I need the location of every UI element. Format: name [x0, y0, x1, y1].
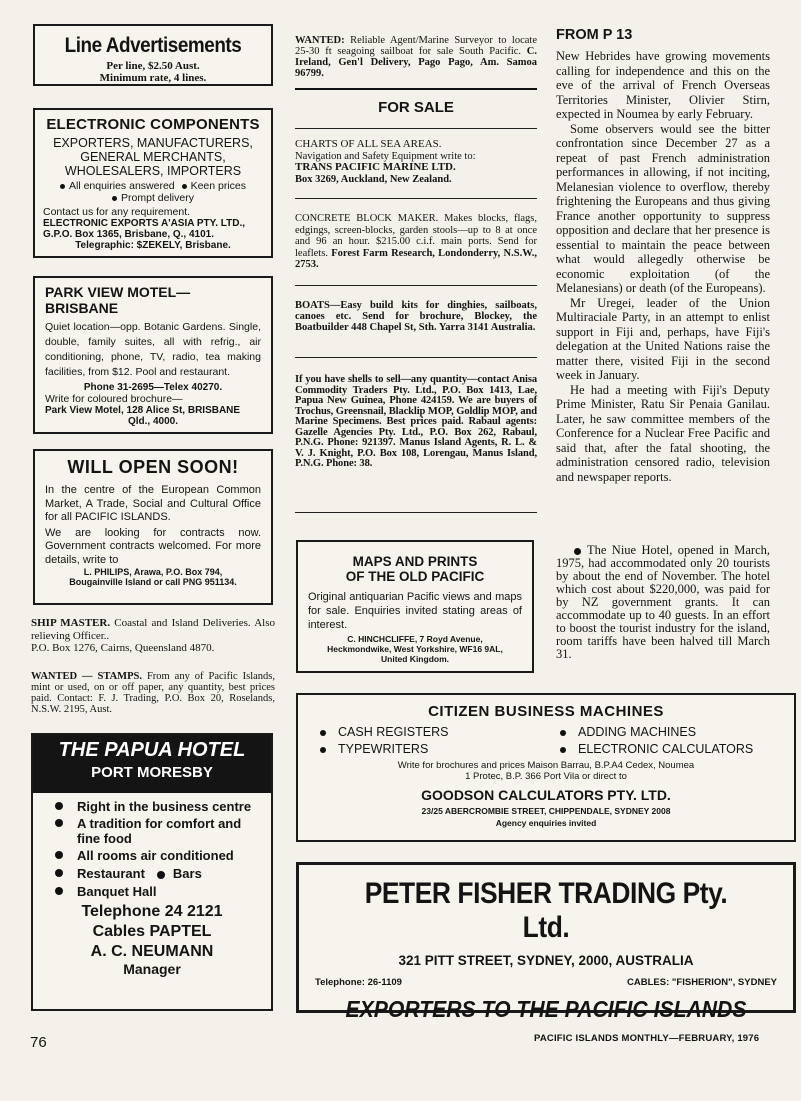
papua-hotel-manager: Manager: [123, 961, 181, 977]
bullet-icon: [55, 802, 63, 810]
charts-company: TRANS PACIFIC MARINE LTD.: [295, 161, 456, 173]
papua-item-restaurant: Restaurant: [77, 866, 145, 881]
article-niue: [556, 544, 770, 661]
papua-hotel-ad: [31, 733, 273, 1011]
peter-fisher-tagline: EXPORTERS TO THE PACIFIC ISLANDS: [345, 996, 747, 1022]
citizen-electronic: ELECTRONIC CALCULATORS: [578, 742, 754, 756]
charts-address: Box 3269, Auckland, New Zealand.: [295, 173, 452, 185]
citizen-item-1: [314, 725, 560, 739]
papua-hotel-manager-name: A. C. NEUMANN: [90, 943, 214, 960]
electronic-line2: GENERAL MERCHANTS,: [80, 150, 226, 164]
citizen-write1: Write for brochures and prices Maison Barrau, B.P.A4 Cedex, Noumea: [397, 760, 695, 771]
article-p5: The Niue Hotel, opened in March, 1975, had accommodated only 20 tourists by about the end of November. The hotel which cost about $220,000, was paid for by NZ government grants. It can accommodate up to 40 guests. In an effort to boost the tourist industry for the island, room tariffs have been halved till March 31.: [556, 543, 770, 661]
maps-contact2: Heckmondwike, West Yorkshire, WF16 9AL,: [327, 644, 503, 654]
divider: [295, 285, 537, 286]
article-p1: New Hebrides have growing movements calling for independence and this on the eve of the arrival of French Overseas Territories Minister, Olivier Stirn, expected in Noumea by early February.: [556, 49, 770, 121]
wanted-agent-ad: [295, 35, 537, 79]
citizen-adding: ADDING MACHINES: [578, 725, 697, 739]
park-view-write: Write for coloured brochure—: [45, 393, 183, 405]
magazine-footer: PACIFIC ISLANDS MONTHLY—FEBRUARY, 1976: [534, 1033, 760, 1044]
will-open-title: WILL OPEN SOON!: [67, 457, 239, 477]
maps-contact3: United Kingdom.: [381, 654, 449, 664]
electronic-delivery: Prompt delivery: [121, 192, 194, 204]
park-view-body: Quiet location—opp. Botanic Gardens. Single, double, family suites, all with refrig., air conditioning, phone, TV, radio, tea making facilities, from $12. Pool and restaurant.: [45, 321, 261, 378]
ship-master-text: Coastal and Island Deliveries. Also relieving Officer..: [31, 617, 275, 642]
concrete-bold: Forest Farm Research, Londonderry, N.S.W., 2753.: [295, 247, 537, 270]
bullet-icon: [320, 747, 326, 753]
divider: [295, 198, 537, 199]
park-view-address2: Qld., 4000.: [127, 416, 179, 427]
papua-hotel-title: THE PAPUA HOTEL: [58, 739, 246, 761]
peter-fisher-address: 321 PITT STREET, SYDNEY, 2000, AUSTRALIA: [398, 953, 694, 968]
papua-hotel-subtitle: PORT MORESBY: [91, 764, 213, 781]
will-open-contact2: Bougainville Island or call PNG 951134.: [69, 577, 237, 587]
peter-fisher-ad: [296, 862, 796, 1022]
electronic-line4: [43, 180, 263, 192]
bullet-icon: [55, 819, 63, 827]
concrete-lead: CONCRETE BLOCK MAKER.: [295, 213, 439, 224]
electronic-line1: EXPORTERS, MANUFACTURERS,: [53, 136, 253, 150]
electronic-ad: [33, 108, 273, 258]
citizen-write2: 1 Protec, B.P. 366 Port Vila or direct to: [465, 771, 627, 782]
citizen-title: CITIZEN BUSINESS MACHINES: [428, 703, 664, 720]
papua-item-bars: Bars: [172, 866, 202, 881]
papua-hotel-cables: Cables PAPTEL: [92, 923, 212, 940]
bullet-icon: [182, 184, 187, 189]
shells-ad: If you have shells to sell—any quantity—contact Anisa Commodity Traders Pty. Ltd., P.O. Box 1413, Lae, Papua New Guinea, Phone 424159. We are buyers of Trochus, Greensnail, Blacklip MOP, Goldlip MOP, and Marine Specimens. Best prices paid. Rabaul agents: Gazelle Agencies Pty. Ltd., P.O. Box 262, Rabaul, P.N.G. Phone: 921397. Manus Island Agents, R. L. & V. J. Knight, P.O. Box 108, Lorengau, Manus Island, P.N.G. Phone: 38.: [295, 374, 537, 469]
papua-item-4: [55, 866, 261, 881]
citizen-typewriters: TYPEWRITERS: [338, 742, 429, 756]
for-sale-title: FOR SALE: [378, 99, 454, 116]
citizen-item-4: [560, 742, 753, 756]
bullet-icon: [560, 730, 566, 736]
electronic-line8: G.P.O. Box 1365, Brisbane, Q., 4101.: [43, 229, 215, 240]
page-number: 76: [30, 1034, 47, 1051]
article-heading: FROM P 13: [556, 27, 633, 43]
divider: [295, 128, 537, 129]
citizen-row1: [314, 725, 778, 739]
citizen-ad: [296, 693, 796, 842]
ship-master-ad: [31, 617, 275, 655]
stamps-ad: [31, 671, 275, 715]
line-ads-minimum: Minimum rate, 4 lines.: [99, 72, 207, 84]
charts-lead: CHARTS OF ALL SEA AREAS.: [295, 138, 442, 150]
electronic-line6: Contact us for any requirement.: [43, 206, 191, 218]
citizen-item-2: [560, 725, 696, 739]
divider: [295, 88, 537, 90]
wanted-agent-lead: WANTED:: [295, 35, 345, 46]
bullet-icon: [55, 887, 63, 895]
papua-item-banquet: Banquet Hall: [77, 884, 157, 899]
article-p3: Mr Uregei, leader of the Union Multiraciale Party, in an attempt to enlist support in Fiji and, perhaps, have Fiji's delegation at the United Nations raise the matter there, visited Fiji in the second week in January.: [556, 295, 770, 382]
divider: [295, 512, 537, 513]
maps-contact1: C. HINCHCLIFFE, 7 Royd Avenue,: [347, 634, 483, 644]
bullet-icon: [320, 730, 326, 736]
charts-text: Navigation and Safety Equipment write to:: [295, 150, 476, 162]
electronic-line3: WHOLESALERS, IMPORTERS: [64, 164, 242, 178]
papua-item-2-text: A tradition for comfort and fine food: [77, 816, 242, 846]
papua-hotel-telephone: Telephone 24 2121: [81, 903, 223, 920]
wanted-agent-text: Reliable Agent/Marine Surveyor to locate 25-30 ft seagoing sailboat for sale South Pacific.: [295, 35, 537, 57]
bullet-icon: [157, 871, 165, 879]
citizen-cash: CASH REGISTERS: [338, 725, 449, 739]
papua-item-3: [55, 848, 261, 863]
citizen-item-3: [314, 742, 560, 756]
citizen-agency: Agency enquiries invited: [495, 818, 597, 828]
will-open-contact1: L. PHILIPS, Arawa, P.O. Box 794,: [83, 567, 223, 577]
papua-item-3-text: All rooms air conditioned: [77, 848, 234, 863]
papua-item-1-text: Right in the business centre: [77, 799, 252, 814]
line-ads-rate: Per line, $2.50 Aust.: [106, 60, 200, 72]
boats-ad: BOATS—Easy build kits for dinghies, sailboats, canoes etc. Send for brochure, Blockey, the Boatbuilder 448 Chapel St, Sth. Yarra 3141 Australia.: [295, 300, 537, 333]
electronic-title: ELECTRONIC COMPONENTS: [46, 116, 260, 133]
peter-fisher-contacts: [313, 977, 779, 988]
article-p2: Some observers would see the bitter confrontation since December 27 as a repeat of past French administration performances in allowing, if not inciting, Melanesian violence to overflow, thereby frightening the Europeans and thus giving France another opportunity to suppress opposition and declare that her presence is essential to maintain the peace between what would allegedly otherwise be economic exploitation (of the Melanesians) or death (of the Europeans).: [556, 121, 770, 295]
article-body: [556, 49, 770, 484]
will-open-body2: We are looking for contracts now. Government contracts welcomed. For more details, write to: [45, 526, 261, 566]
line-ads-title: Line Advertisements: [64, 34, 242, 57]
maps-ad: [296, 540, 534, 673]
peter-fisher-cables: CABLES: "FISHERION", SYDNEY: [627, 977, 777, 988]
charts-ad: [295, 139, 537, 185]
stamps-text: From any of Pacific Islands, mint or used, on or off paper, any quantity, best prices paid. Contact: F. J. Trading, P.O. Box 20, Roselands, N.S.W. 2195, Aust.: [31, 671, 275, 715]
line-ads-box: [33, 24, 273, 86]
bullet-icon: [112, 196, 117, 201]
papua-item-2: [55, 816, 261, 846]
park-view-ad: [33, 276, 273, 434]
ship-master-lead: SHIP MASTER.: [31, 617, 111, 629]
electronic-line5: [43, 192, 263, 204]
electronic-line9: Telegraphic: $ZEKELY, Brisbane.: [75, 240, 231, 251]
ship-master-address: P.O. Box 1276, Cairns, Queensland 4870.: [31, 642, 215, 654]
peter-fisher-telephone: Telephone: 26-1109: [315, 977, 402, 988]
peter-fisher-title: PETER FISHER TRADING Pty. Ltd.: [364, 877, 728, 944]
maps-title2: OF THE OLD PACIFIC: [345, 569, 485, 584]
electronic-line7: ELECTRONIC EXPORTS A'ASIA PTY. LTD.,: [43, 218, 246, 229]
maps-body: Original antiquarian Pacific views and maps for sale. Enquiries invited stating areas of interest.: [308, 591, 522, 631]
bullet-icon: [55, 851, 63, 859]
papua-item-5: [55, 884, 261, 899]
bullet-icon: [60, 184, 65, 189]
park-view-phone: Phone 31-2695—Telex 40270.: [83, 382, 223, 393]
papua-hotel-list: [33, 793, 271, 899]
citizen-row2: [314, 742, 778, 756]
park-view-title: PARK VIEW MOTEL—BRISBANE: [45, 284, 191, 316]
divider: [295, 357, 537, 358]
maps-title1: MAPS AND PRINTS: [352, 554, 478, 569]
bullet-icon: [55, 869, 63, 877]
bullet-icon: [560, 747, 566, 753]
papua-hotel-header: [33, 735, 271, 793]
concrete-text: Makes blocks, flags, edgings, screen-blocks, garden stools—up to 8 at once and 96 an hour. $215.00 c.i.f. main ports. Send for leaflets.: [295, 213, 537, 259]
citizen-company: GOODSON CALCULATORS PTY. LTD.: [421, 787, 671, 803]
wanted-agent-bold: C. Ireland, Gen'l Delivery, Pago Pago, Am. Samoa 96799.: [295, 46, 538, 79]
electronic-prices: Keen prices: [190, 180, 247, 192]
stamps-lead: WANTED — STAMPS.: [31, 671, 142, 682]
bullet-icon: [574, 548, 581, 555]
article-p4: He had a meeting with Fiji's Deputy Prime Minister, Ratu Sir Penaia Ganilau. Later, he saw committee members of the Conference for a Nuclear Free Pacific and said that, after the fatal shooting, the administration censored radio, television and newspaper reports.: [556, 382, 770, 484]
citizen-address: 23/25 ABERCROMBIE STREET, CHIPPENDALE, SYDNEY 2008: [421, 806, 671, 816]
will-open-body1: In the centre of the European Common Market, A Trade, Social and Cultural Office for all PACIFIC ISLANDS.: [45, 484, 261, 523]
concrete-ad: [295, 213, 537, 271]
papua-item-1: [55, 799, 261, 814]
will-open-ad: [33, 449, 273, 605]
electronic-enquiries: All enquiries answered: [68, 180, 175, 192]
park-view-address1: Park View Motel, 128 Alice St, BRISBANE: [45, 405, 241, 416]
